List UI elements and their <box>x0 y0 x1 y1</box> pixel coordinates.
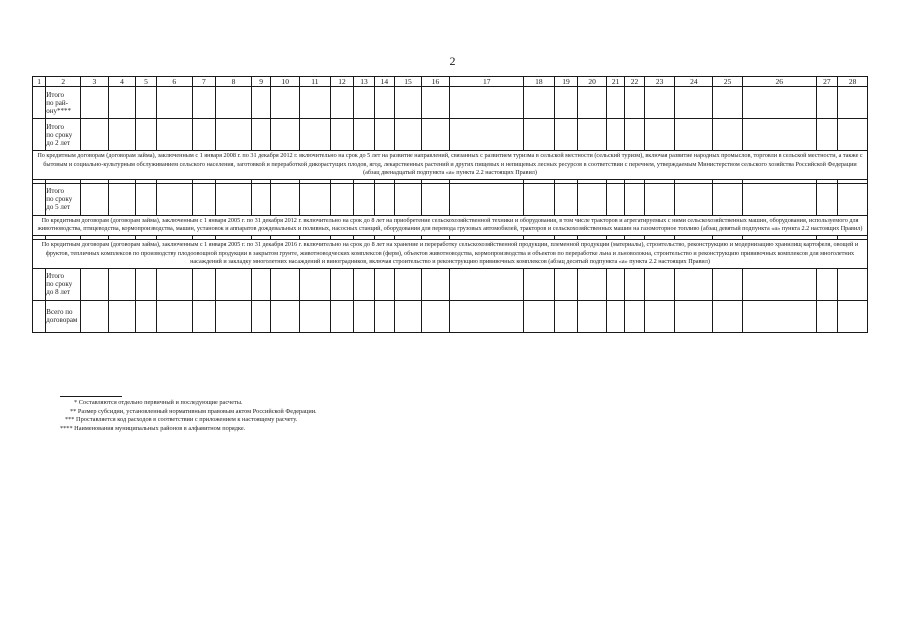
col-num: 28 <box>838 77 868 87</box>
row-total-8-years <box>33 268 868 300</box>
col-num: 24 <box>675 77 713 87</box>
col-num: 27 <box>816 77 837 87</box>
row-label: Итого по сроку до 8 лет <box>46 268 81 300</box>
row-total-all-contracts <box>33 300 868 332</box>
col-num: 7 <box>192 77 216 87</box>
row-label: Итого по сроку до 5 лет <box>46 183 81 215</box>
col-num: 20 <box>578 77 607 87</box>
col-num: 25 <box>713 77 743 87</box>
section-heading-machinery <box>33 215 868 235</box>
col-num: 5 <box>136 77 156 87</box>
row-label: Итого по рай- ону**** <box>46 87 81 119</box>
col-num: 18 <box>524 77 555 87</box>
footnote-rule <box>60 396 122 397</box>
footnote: *** Проставляется код расходов в соответствии с приложением к настоящему расчету. <box>65 416 298 424</box>
col-num: 26 <box>742 77 816 87</box>
col-num: 21 <box>606 77 624 87</box>
col-num: 15 <box>395 77 422 87</box>
col-num: 17 <box>450 77 524 87</box>
footnote: **** Наименования муниципальных районов в алфавитном порядке. <box>60 424 246 432</box>
col-num: 6 <box>156 77 192 87</box>
footnote: * Составляются отдельно первичный и последующие расчеты. <box>74 399 243 406</box>
col-num: 13 <box>354 77 374 87</box>
col-num: 2 <box>46 77 81 87</box>
subsidy-calculation-table <box>32 76 868 333</box>
column-number-row <box>33 77 868 87</box>
col-num: 10 <box>271 77 300 87</box>
section-text: По кредитным договорам (договорам займа), заключенным с 1 января 2005 г. по 31 декабря 2016 г. включительно на срок до 8 лет на хранение и переработку сельскохозяйственной продукции, племенной продукции (материалы), строительство, реконструкцию и модернизацию хранилищ картофеля, овощей и фруктов, тепличных комплексов по производству плодоовощной продукции в закрытом грунте, животноводческих комплексов (ферм), объектов животноводства, кормопроизводства и объектов по переработке льна и льноволокна, строительство и реконструкцию прививочных комплексов для многолетних насаждений и закладку многолетних насаждений и виноградников, включая строительство и реконструкцию прививочных комплексов (абзац десятый подпункта «а» пункта 2.2 настоящих Правил) <box>33 239 868 268</box>
row-label: Итого по сроку до 2 лет <box>46 119 81 151</box>
footnote: ** Размер субсидии, установленный нормативным правовым актом Российской Федерации. <box>70 407 317 415</box>
col-num: 4 <box>108 77 136 87</box>
col-num: 8 <box>216 77 252 87</box>
row-total-5-years <box>33 183 868 215</box>
col-num: 22 <box>625 77 644 87</box>
col-num: 19 <box>554 77 578 87</box>
row-total-by-district <box>33 87 868 119</box>
row-label: Всего по договорам <box>46 300 81 332</box>
col-num: 16 <box>421 77 450 87</box>
col-num: 1 <box>33 77 46 87</box>
col-num: 23 <box>644 77 675 87</box>
col-num: 12 <box>330 77 354 87</box>
section-text: По кредитным договорам (договорам займа), заключенным с 1 января 2005 г. по 31 декабря 2012 г. включительно на срок до 8 лет на приобретение сельскохозяйственной техники и оборудования, в том числе тракторов и агрегатируемых с ними сельскохозяйственных машин, оборудования, используемого для животноводства, птицеводства, кормопроизводства, машин, установок и аппаратов дождевальных и поливных, насосных станций, оборудования для перевода грузовых автомобилей, тракторов и сельскохозяйственных машин на газомоторное топливо (абзац девятый подпункта «а» пункта 2.2 настоящих Правил) <box>33 215 868 235</box>
col-num: 3 <box>81 77 109 87</box>
section-text: По кредитным договорам (договорам займа), заключенным с 1 января 2008 г. по 31 декабря 2012 г. включительно на срок до 5 лет на развитие направлений, связанных с развитием туризма в сельской местности (сельский туризм), включая развитие народных промыслов, торговли в сельской местности, а также с бытовым и социально-культурным обслуживанием сельского населения, заготовкой и переработкой дикорастущих плодов, ягод, лекарственных растений и других пищевых и непищевых лесных ресурсов в соответствии с перечнем, утверждаемым Министерством сельского хозяйства Российской Федерации (абзац двенадцатый подпункта «а» пункта 2.2 настоящих Правил) <box>33 151 868 180</box>
col-num: 14 <box>374 77 394 87</box>
col-num: 9 <box>251 77 270 87</box>
page-number: 2 <box>449 54 456 68</box>
col-num: 11 <box>300 77 331 87</box>
row-total-2-years <box>33 119 868 151</box>
section-heading-tourism <box>33 151 868 180</box>
footnotes <box>60 396 317 433</box>
section-heading-storage <box>33 239 868 268</box>
